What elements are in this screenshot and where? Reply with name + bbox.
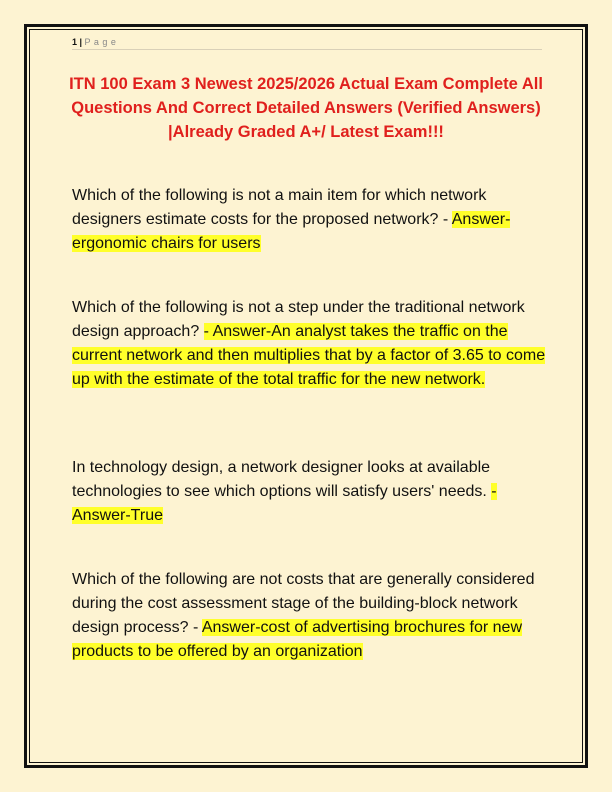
answer-text: Answer-cost of advertising brochures for new products to be offered by an organization xyxy=(72,619,522,660)
page-label: P a g e xyxy=(84,37,117,47)
qa-item-3 xyxy=(72,456,546,528)
question-text: Which of the following is not a step under the traditional network design approach? xyxy=(72,299,525,340)
page-separator: | xyxy=(79,37,83,47)
answer-text: - Answer-True xyxy=(72,483,497,524)
answer-text: Answer-ergonomic chairs for users xyxy=(72,211,511,252)
qa-item-2 xyxy=(72,296,546,392)
qa-item-1 xyxy=(72,184,546,256)
qa-item-4 xyxy=(72,568,546,664)
question-text: Which of the following are not costs that are generally considered during the cost assessment stage of the building-block network design process? - xyxy=(72,571,535,636)
question-text: In technology design, a network designer looks at available technologies to see which options will satisfy users' needs. xyxy=(72,459,491,500)
page-number: 1 xyxy=(72,37,78,47)
page-header xyxy=(72,37,542,50)
question-text: Which of the following is not a main item for which network designers estimate costs for the proposed network? - xyxy=(72,187,487,228)
document-title: ITN 100 Exam 3 Newest 2025/2026 Actual Exam Complete All Questions And Correct Detailed Answers (Verified Answers) |Already Graded A+/ Latest Exam!!! xyxy=(69,75,543,141)
answer-text: - Answer-An analyst takes the traffic on the current network and then multiplies that by a factor of 3.65 to come up with the estimate of the total traffic for the new network. xyxy=(72,323,546,388)
